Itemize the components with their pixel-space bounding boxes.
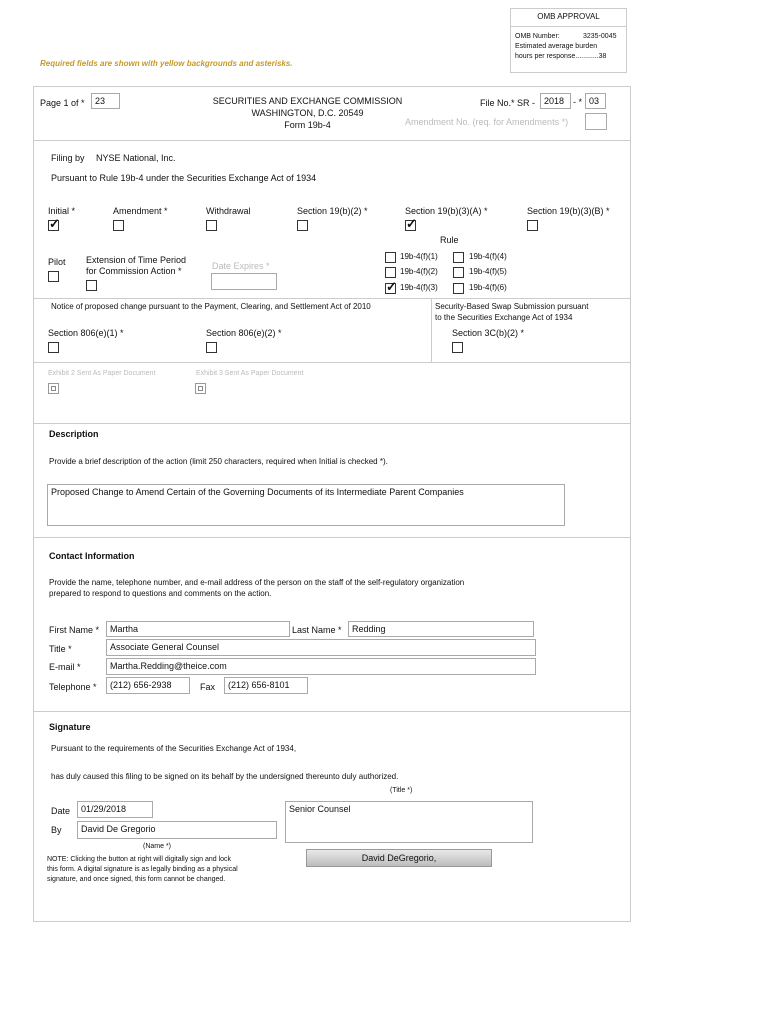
rule-label: Rule (440, 235, 459, 245)
initial-label: Initial * (48, 206, 76, 216)
omb-burden-line2: hours per response............38 (515, 53, 607, 60)
section-806e2-label: Section 806(e)(2) * (206, 328, 282, 338)
omb-burden-line1: Estimated average burden (515, 43, 598, 50)
signature-note-line2: this form. A digital signature is as legally binding as a physical (47, 866, 238, 873)
section-19b2-checkbox[interactable] (297, 220, 308, 231)
rule-19b4-f6-checkbox[interactable] (453, 283, 464, 294)
section-19b3b-checkbox[interactable] (527, 220, 538, 231)
rule-19b4-f3-label: 19b-4(f)(3) (400, 283, 438, 292)
signer-title-input[interactable]: Senior Counsel (285, 801, 533, 843)
contact-title: Contact Information (49, 551, 135, 561)
rule-19b4-f5-checkbox[interactable] (453, 267, 464, 278)
rule-19b4-f4-label: 19b-4(f)(4) (469, 252, 507, 261)
swap-submission-line2: to the Securities Exchange Act of 1934 (435, 313, 573, 322)
first-name-input[interactable]: Martha (106, 621, 290, 637)
amendment-label: Amendment * (113, 206, 168, 216)
divider (34, 362, 630, 363)
signature-pursuant-text: Pursuant to the requirements of the Securities Exchange Act of 1934, (51, 744, 297, 753)
form-name: Form 19b-4 (284, 120, 331, 130)
section-19b3b-label: Section 19(b)(3)(B) * (527, 206, 610, 216)
signature-date-input[interactable]: 01/29/2018 (77, 801, 153, 818)
exhibit2-label: Exhibit 2 Sent As Paper Document (48, 370, 156, 377)
signature-note-line1: NOTE: Clicking the button at right will digitally sign and lock (47, 856, 232, 863)
rule-19b4-f1-checkbox[interactable] (385, 252, 396, 263)
section-19b3a-checkbox[interactable] (405, 220, 416, 231)
pilot-checkbox[interactable] (48, 271, 59, 282)
date-expires-label: Date Expires * (212, 261, 270, 271)
title-input[interactable]: Associate General Counsel (106, 639, 536, 656)
divider (34, 423, 630, 424)
fax-label: Fax (200, 682, 216, 692)
filing-by-label: Filing by (51, 153, 85, 163)
section-19b2-label: Section 19(b)(2) * (297, 206, 368, 216)
file-year-input[interactable]: 2018 (540, 93, 571, 109)
exhibit3-checkbox[interactable] (195, 383, 206, 394)
rule-19b4-f6-label: 19b-4(f)(6) (469, 283, 507, 292)
divider (34, 537, 630, 538)
section-806e1-checkbox[interactable] (48, 342, 59, 353)
email-input[interactable]: Martha.Redding@theice.com (106, 658, 536, 675)
signature-title: Signature (49, 722, 91, 732)
page-label: Page 1 of * (40, 98, 85, 108)
email-label: E-mail * (49, 662, 81, 672)
exhibit2-checkbox[interactable] (48, 383, 59, 394)
pursuant-rule-text: Pursuant to Rule 19b-4 under the Securities Exchange Act of 1934 (51, 173, 317, 183)
amendment-no-input[interactable] (585, 113, 607, 130)
contact-instructions-line2: prepared to respond to questions and comments on the action. (49, 589, 272, 598)
signer-name-input[interactable]: David De Gregorio (77, 821, 277, 839)
last-name-label: Last Name * (292, 625, 342, 635)
contact-instructions-line1: Provide the name, telephone number, and e-mail address of the person on the staff of the self-regulatory organization (49, 578, 465, 587)
commission-location: WASHINGTON, D.C. 20549 (251, 108, 364, 118)
divider (34, 140, 630, 141)
divider (431, 298, 432, 362)
fax-input[interactable]: (212) 656-8101 (224, 677, 308, 694)
initial-checkbox[interactable] (48, 220, 59, 231)
amendment-no-label: Amendment No. (req. for Amendments *) (405, 117, 569, 127)
page-total-input[interactable]: 23 (91, 93, 120, 109)
first-name-label: First Name * (49, 625, 100, 635)
rule-19b4-f5-label: 19b-4(f)(5) (469, 267, 507, 276)
last-name-input[interactable]: Redding (348, 621, 534, 637)
title-label: Title * (49, 644, 72, 654)
by-label: By (51, 825, 62, 835)
section-806e1-label: Section 806(e)(1) * (48, 328, 124, 338)
file-no-label: File No.* SR - (480, 98, 536, 108)
description-instructions: Provide a brief description of the action (limit 250 characters, required when Initial is checked *). (49, 457, 388, 466)
withdrawal-label: Withdrawal (206, 206, 251, 216)
rule-19b4-f1-label: 19b-4(f)(1) (400, 252, 438, 261)
extension-checkbox[interactable] (86, 280, 97, 291)
divider (34, 298, 630, 299)
signature-authorized-text: has duly caused this filing to be signed on its behalf by the undersigned thereunto duly authorized. (51, 772, 399, 781)
signature-note-line3: signature, and once signed, this form cannot be changed. (47, 876, 226, 883)
rule-19b4-f4-checkbox[interactable] (453, 252, 464, 263)
rule-19b4-f3-checkbox[interactable] (385, 283, 396, 294)
description-textarea[interactable]: Proposed Change to Amend Certain of the Governing Documents of its Intermediate Parent Companies (47, 484, 565, 526)
notice-text: Notice of proposed change pursuant to the Payment, Clearing, and Settlement Act of 2010 (51, 302, 371, 311)
rule-19b4-f2-checkbox[interactable] (385, 267, 396, 278)
filer-name: NYSE National, Inc. (96, 153, 176, 163)
name-caption: (Name *) (143, 843, 172, 850)
file-sequence-input[interactable]: 03 (585, 93, 606, 109)
section-806e2-checkbox[interactable] (206, 342, 217, 353)
amendment-checkbox[interactable] (113, 220, 124, 231)
commission-name: SECURITIES AND EXCHANGE COMMISSION (212, 96, 403, 106)
omb-number-value: 3235-0045 (583, 33, 617, 40)
rule-19b4-f2-label: 19b-4(f)(2) (400, 267, 438, 276)
section-3cb2-checkbox[interactable] (452, 342, 463, 353)
divider (511, 26, 626, 27)
date-expires-input[interactable] (211, 273, 277, 290)
omb-approval-box (510, 8, 627, 73)
date-label: Date (51, 806, 71, 816)
telephone-input[interactable]: (212) 656-2938 (106, 677, 190, 694)
extension-label-line1: Extension of Time Period (86, 255, 187, 265)
omb-number-label: OMB Number: (515, 33, 560, 40)
required-fields-note: Required fields are shown with yellow backgrounds and asterisks. (40, 59, 293, 68)
extension-label-line2: for Commission Action * (86, 266, 182, 276)
divider (34, 711, 630, 712)
telephone-label: Telephone * (49, 682, 97, 692)
withdrawal-checkbox[interactable] (206, 220, 217, 231)
file-dash: - * (573, 97, 582, 107)
omb-title: OMB APPROVAL (537, 12, 600, 21)
section-3cb2-label: Section 3C(b)(2) * (452, 328, 525, 338)
section-19b3a-label: Section 19(b)(3)(A) * (405, 206, 488, 216)
swap-submission-line1: Security-Based Swap Submission pursuant (435, 302, 589, 311)
title-caption: (Title *) (390, 787, 413, 794)
exhibit3-label: Exhibit 3 Sent As Paper Document (196, 370, 304, 377)
description-title: Description (49, 429, 99, 439)
digital-sign-button[interactable]: David DeGregorio, (306, 849, 492, 867)
pilot-label: Pilot (48, 257, 66, 267)
